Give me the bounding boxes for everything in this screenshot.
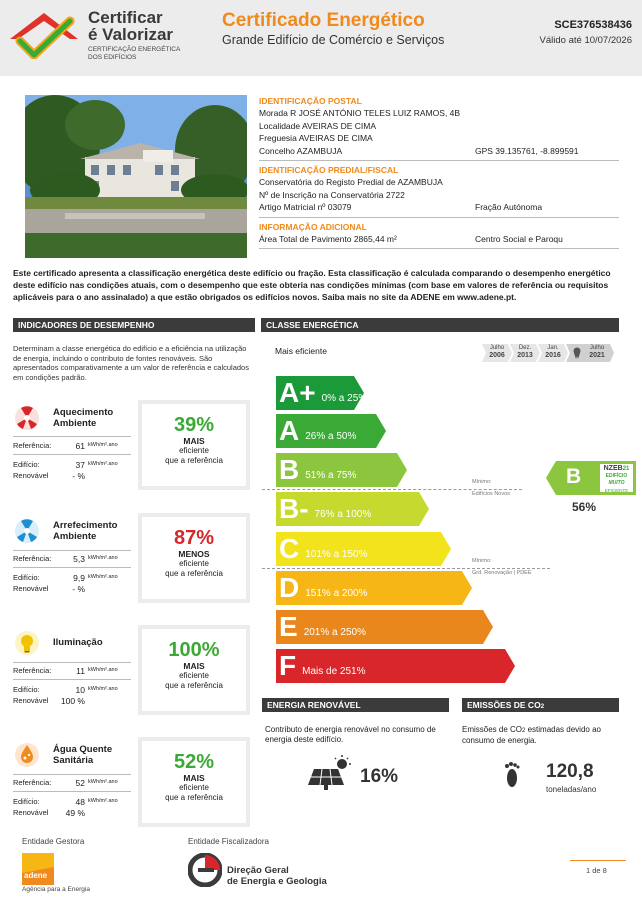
dgeg-line-2: de Energia e Geologia [227,876,327,887]
class-letter: D [279,572,300,603]
efficiency-pct: 39% [173,414,215,436]
efficiency-ref: que a referência [165,681,223,690]
ribbon-icon [572,347,582,359]
renewable-title: ENERGIA RENOVÁVEL [262,698,449,712]
localidade: Localidade AVEIRAS DE CIMA [259,120,377,131]
checkmark-logo-icon [8,11,80,59]
class-range: 151% a 200% [305,587,368,599]
additional-info-title: INFORMAÇÃO ADICIONAL [259,221,367,232]
year-value: 2016 [545,352,561,359]
minimum-renovation-label-2: Grd. Renovação | PDEE [472,570,532,576]
edif-value: 9,9 [73,573,85,583]
class-range: 51% a 75% [305,469,357,481]
lightbulb-icon [13,629,41,657]
gps: GPS 39.135761, -8.899591 [475,145,579,156]
edif-value: 37 [75,460,85,470]
nzeb-muito: MUITO [608,480,625,486]
ref-label: Referência: [13,441,52,450]
divider [13,436,131,437]
efficiency-compare: MAIS [183,773,205,783]
class-range: 201% a 250% [303,626,366,638]
class-letter: C [279,533,300,564]
sce-logo [8,9,198,67]
current-class-marker [546,461,636,495]
efficiency-ref: que a referência [165,793,223,802]
class-bar-a-plus [276,376,368,410]
efficiency-label: eficiente [179,671,209,680]
emissions-desc-sub: 2 [522,728,526,734]
inscricao: Nº de Inscrição na Conservatória 2722 [259,189,405,200]
efficiency-pct: 100% [168,639,220,661]
class-range: Mais de 251% [302,665,366,677]
current-class-pct: 56% [572,500,597,514]
divider [13,454,131,455]
indicator-name: Iluminação [53,637,103,648]
nzeb-label: NZEB [603,465,623,472]
unit: kWh/m².ano [88,461,118,467]
ref-value: 5,3 [73,554,85,564]
document-subtitle: Grande Edifício de Comércio e Serviços [222,33,445,47]
conservatoria: Conservatória do Registo Predial de AZAMBUJA [259,177,443,187]
footer-rule [570,860,626,861]
ref-label: Referência: [13,666,52,675]
uso: Centro Social e Paroqu [475,233,563,244]
renov-label: Renovável [13,584,49,593]
year-2016 [538,344,568,362]
year-month: Julho [589,345,605,351]
class-bar-d [276,571,472,605]
indicator-heating [13,404,255,504]
unit: kWh/m².ano [88,798,118,804]
most-efficient-label: Mais eficiente [275,346,327,356]
efficiency-compare: MAIS [183,436,205,446]
class-bar-e [276,610,493,644]
class-range: 76% a 100% [314,508,372,520]
divider [13,774,131,775]
indicator-lighting [13,629,255,729]
heating-icon [13,404,41,432]
renov-label: Renovável [13,696,49,705]
fracao: Fração Autónoma [475,202,543,212]
efficiency-compare: MENOS [178,549,210,559]
dgeg-text [227,865,327,887]
class-letter: A [279,415,300,446]
fiscalizadora-label: Entidade Fiscalizadora [188,837,269,846]
building-photo [25,95,247,258]
emissions-title [462,698,619,712]
class-letter: A+ [279,377,316,408]
year-value: 2006 [489,352,505,359]
emissions-description [462,725,622,746]
class-bar-f [276,649,515,683]
certificate-id: SCE376538436 [554,19,632,31]
divider [13,679,131,680]
cooling-icon [13,517,41,545]
ref-label: Referência: [13,554,52,563]
renov-label: Renovável [13,808,49,817]
class-bar-c [276,532,451,566]
efficiency-box [138,400,250,490]
divider [13,567,131,568]
divider [259,160,619,161]
unit: kWh/m².ano [88,686,118,692]
indicator-hot-water [13,741,255,841]
minimum-new-line [262,489,522,490]
year-2006 [482,344,512,362]
nzeb-year: 21 [622,466,630,472]
logo-subtitle-1: CERTIFICAÇÃO ENERGÉTICA [88,46,181,53]
indicator-name: Água Quente Sanitária [53,744,113,766]
divider [13,550,131,551]
document-title: Certificado Energético [222,10,425,31]
year-month: Jan. [547,345,559,351]
efficiency-pct: 87% [173,527,215,549]
adene-text: adene [24,871,48,880]
artigo: Artigo Matricial nº 03079 [259,202,352,212]
edif-value: 48 [75,797,85,807]
concelho-row [259,145,619,158]
predial-id-title: IDENTIFICAÇÃO PREDIAL/FISCAL [259,165,399,175]
efficiency-box [138,737,250,827]
year-month: Dez. [518,345,532,351]
class-range: 26% a 50% [305,430,357,442]
concelho: Concelho AZAMBUJA [259,145,343,156]
emissions-desc-rest: estimadas devido ao consumo de energia. [462,725,601,745]
efficiency-pct: 52% [173,751,215,773]
class-letter: B [279,454,300,485]
nzeb-badge [601,465,632,494]
ref-value: 11 [76,666,85,676]
efficiency-label: eficiente [179,783,209,792]
class-bar-b [276,453,407,487]
unit: kWh/m².ano [88,442,118,448]
efficiency-compare: MAIS [183,661,205,671]
morada: Morada R JOSÉ ANTÓNIO TELES LUIZ RAMOS, 4B [259,108,461,118]
edif-label: Edifício: [13,685,40,694]
indicators-description: Determinam a classe energética do edifício e a eficiência na utilização de energia, incluindo o contributo de fontes renováveis. São apresentados comparativamente a um valor de referência e calculados em condições padrão. [13,344,249,382]
efficiency-box [138,513,250,603]
renov-value: - % [72,584,85,594]
adene-subtitle: Agência para a Energia [22,886,90,893]
renov-label: Renovável [13,471,49,480]
class-letter: B- [279,493,309,524]
renewable-description: Contributo de energia renovável no consumo de energia deste edifício. [265,725,436,744]
unit: kWh/m².ano [88,667,118,673]
water-drops-icon [13,741,41,769]
postal-id-title: IDENTIFICAÇÃO POSTAL [259,96,362,106]
unit: kWh/m².ano [88,555,118,561]
unit: kWh/m².ano [88,574,118,580]
year-month: Julho [489,345,505,351]
renov-value: - % [72,471,85,481]
ref-value: 61 [75,441,85,451]
valid-until: Válido até 10/07/2026 [539,35,632,46]
divider [13,662,131,663]
efficiency-label: eficiente [179,446,209,455]
edif-label: Edifício: [13,460,40,469]
minimum-renovation-label-1: Mínimo: [472,558,492,564]
emissions-unit: toneladas/ano [546,785,597,794]
year-2013 [510,344,540,362]
divider [259,217,619,218]
divider [259,248,619,249]
ref-label: Referência: [13,778,52,787]
emissions-title-sub: 2 [540,704,545,710]
page-number: 1 de 8 [586,866,607,875]
unit: kWh/m².ano [88,779,118,785]
minimum-renovation-line [262,568,550,569]
class-letter: E [279,611,298,642]
ref-value: 52 [75,778,85,788]
divider [13,791,131,792]
emissions-value: 120,8 [546,761,594,782]
minimum-new-label-2: Edifícios Novos [472,491,510,497]
class-bar-b-minus [276,492,429,526]
dgeg-logo-icon [188,853,222,887]
efficiency-ref: que a referência [165,569,223,578]
edif-label: Edifício: [13,797,40,806]
solar-panel-icon [308,755,354,791]
edif-value: 10 [75,685,85,695]
efficiency-box [138,625,250,715]
logo-subtitle-2: DOS EDIFÍCIOS [88,53,137,61]
indicator-name: Aquecimento Ambiente [53,407,114,429]
logo-title-1: Certificar [88,8,163,27]
classes-title: CLASSE ENERGÉTICA [261,318,619,332]
dgeg-line-1: Direção Geral [227,865,289,876]
efficiency-label: eficiente [179,559,209,568]
current-class-letter: B [566,465,582,488]
artigo-row [259,201,619,214]
efficiency-ref: que a referência [165,456,223,465]
freguesia: Freguesia AVEIRAS DE CIMA [259,133,373,143]
area: Área Total de Pavimento 2865,44 m² [259,233,397,244]
adene-logo [22,853,54,885]
nzeb-edificio: EDIFÍCIO [605,473,628,479]
indicator-name: Arrefecimento Ambiente [53,520,118,542]
emissions-desc-text: Emissões de CO [462,725,523,734]
gestora-label: Entidade Gestora [22,837,85,846]
identification-block [259,95,619,252]
indicator-cooling [13,517,255,617]
intro-text: Este certificado apresenta a classificação energética deste edifício ou fração. Esta classificação é calculada comparando o desempenho energético deste edifício nas condições atuais, com o desempenho que este obteria nas condições mínimas (com base em valores de referência ou requisitos aplicáveis para o ano assinalado) a que estão obrigados os edifícios novos. Saiba mais no site da ADENE em www.adene.pt. [13,268,611,302]
renov-value: 100 % [60,696,85,706]
class-range: 0% a 25% [321,392,368,404]
footprint-icon [502,758,522,792]
minimum-new-label-1: Mínimo: [472,479,492,485]
year-2021 [582,344,612,362]
class-range: 101% a 150% [305,548,368,560]
area-row [259,233,619,246]
year-value: 2013 [517,352,533,359]
class-bar-a [276,414,386,448]
page-header [0,0,642,76]
edif-label: Edifício: [13,573,40,582]
logo-title-2: é Valorizar [88,25,174,44]
year-value: 2021 [589,352,605,359]
indicators-title: INDICADORES DE DESEMPENHO [13,318,255,332]
class-letter: F [279,650,297,681]
nzeb-eficiente: EFICIENTE [604,488,629,493]
renewable-value: 16% [360,766,399,787]
renov-value: 49 % [65,808,85,818]
emissions-title-text: EMISSÕES DE CO [467,700,541,710]
